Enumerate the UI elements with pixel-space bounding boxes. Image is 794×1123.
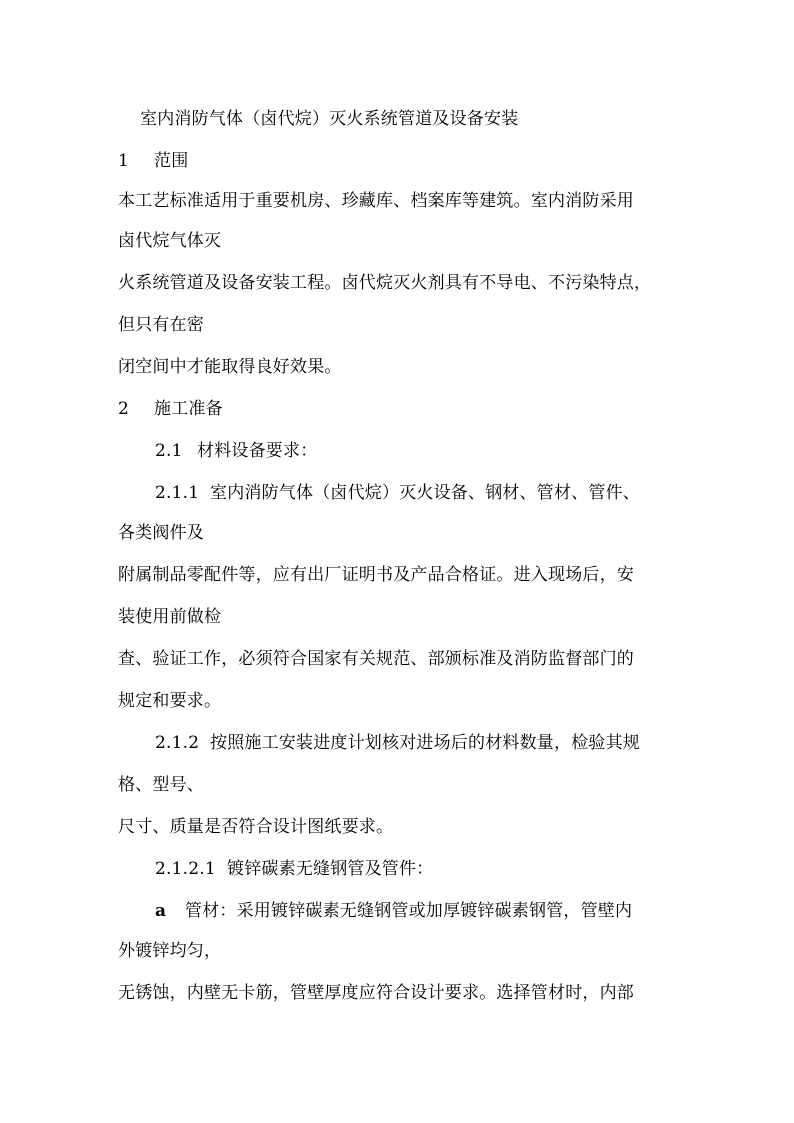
paragraph-line: 火系统管道及设备安装工程。卤代烷灭火剂具有不导电、不污染特点， [118,273,652,293]
subsection-number: 2.1.2 [155,733,200,753]
paragraph-line: 卤代烷气体灭 [118,231,222,251]
subsection-number: 2.1 [155,441,183,461]
paragraph-line: 闭空间中才能取得良好效果。 [118,357,342,377]
section-title: 施工准备 [154,399,223,419]
subsection-text: 室内消防气体（卤代烷）灭火设备、钢材、管材、管件、 [210,483,640,503]
paragraph-line: 装使用前做检 [118,607,222,627]
list-item-text: 管材：采用镀锌碳素无缝钢管或加厚镀锌碳素钢管，管壁内 [185,901,633,921]
section-heading-preparation [118,398,223,420]
subsection-text: 按照施工安装进度计划核对进场后的材料数量，检验其规 [210,733,640,753]
list-item-marker: a [155,901,167,921]
document-title: 室内消防气体（卤代烷）灭火系统管道及设备安装 [140,109,519,129]
paragraph-line: 规定和要求。 [118,691,222,711]
paragraph-line: 本工艺标准适用于重要机房、珍藏库、档案库等建筑。室内消防采用 [118,191,634,211]
section-number: 2 [118,399,130,419]
paragraph-line: 尺寸、质量是否符合设计图纸要求。 [118,817,394,837]
subsection-title: 材料设备要求： [197,441,318,461]
paragraph-line: 查、验证工作，必须符合国家有关规范、部颁标准及消防监督部门的 [118,649,634,669]
paragraph-line: 附属制品零配件等，应有出厂证明书及产品合格证。进入现场后，安 [118,565,634,585]
list-item-a [155,900,632,922]
subsection-text: 镀锌碳素无缝钢管及管件： [227,859,434,879]
subsection-2-1-1 [155,482,640,504]
paragraph-line: 但只有在密 [118,315,204,335]
section-title: 范围 [154,151,189,171]
paragraph-line: 外镀锌均匀， [118,941,222,961]
subsection-2-1 [155,440,317,462]
paragraph-line: 各类阀件及 [118,523,204,543]
subsection-number: 2.1.1 [155,483,200,503]
section-heading-scope [118,150,188,172]
section-number: 1 [118,151,130,171]
subsection-2-1-2-1 [155,858,433,880]
paragraph-line: 格、型号、 [118,775,204,795]
subsection-2-1-2 [155,732,640,754]
subsection-number: 2.1.2.1 [155,859,216,879]
paragraph-line: 无锈蚀，内壁无卡筋，管壁厚度应符合设计要求。选择管材时，内部 [118,983,634,1003]
